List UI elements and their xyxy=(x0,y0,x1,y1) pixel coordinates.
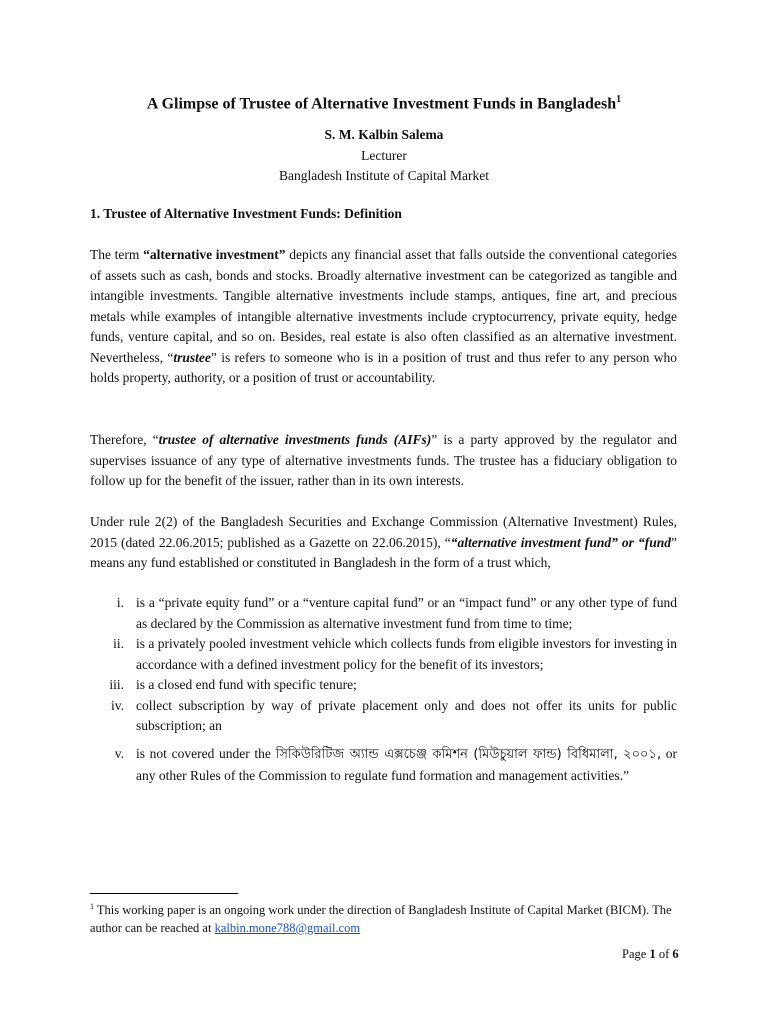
section-heading: 1. Trustee of Alternative Investment Funds: Definition xyxy=(90,206,402,221)
author-email-link[interactable]: kalbin.mone788@gmail.com xyxy=(214,920,361,935)
term-trustee-aif: trustee of alternative investments funds (AIFs) xyxy=(158,432,432,447)
bangla-rule-name: সিকিউরিটিজ অ্যান্ড এক্সচেঞ্জ কমিশন (মিউচুয়াল ফান্ড) বিধিমালা, ২০০১, xyxy=(275,746,662,762)
list-item: v. is not covered under the সিকিউরিটিজ অ্যান্ড এক্সচেঞ্জ কমিশন (মিউচুয়াল ফান্ড) বিধিমালা, ২০০১, or any other Rules of the Commission to regulate fund formation and management activities.” xyxy=(114,745,677,783)
author-institution: Bangladesh Institute of Capital Market xyxy=(279,168,489,183)
author-role: Lecturer xyxy=(361,148,407,163)
term-trustee: trustee xyxy=(173,349,211,365)
footnote-divider xyxy=(90,893,238,894)
footnote-mark: 1 xyxy=(90,902,94,911)
list-item: ii. is a privately pooled investment vehicle which collects funds from eligible investors for investing in accordance with a defined investment policy for the benefit of its investors; xyxy=(113,636,677,672)
definition-list xyxy=(90,593,677,786)
paragraph-trustee-aif: Therefore, “trustee of alternative investments funds (AIFs)” is a party approved by the regulator and supervises issuance of any type of alternative investments funds. The trustee has a fiduciary obligation to follow up for the benefit of the issuer, rather than in its own interests. xyxy=(90,432,678,488)
list-item: i. is a “private equity fund” or a “venture capital fund” or an “impact fund” or any other type of fund as declared by the Commission as alternative investment fund from time to time; xyxy=(116,595,677,631)
author-name: S. M. Kalbin Salema xyxy=(324,127,444,142)
paragraph-rule: Under rule 2(2) of the Bangladesh Securities and Exchange Commission (Alternative Investment) Rules, 2015 (dated 22.06.2015; published as a Gazette on 22.06.2015), ““alternative investment fund” or “fund” means any fund established or constituted in Bangladesh in the form of a trust which, xyxy=(90,514,677,570)
footnote: $^1$ This working paper is an ongoing work under the direction of Bangladesh Institute of Capital Market (BICM). The author can be reached at kalbin.mone788@gmail.com xyxy=(90,902,672,935)
page-title: A Glimpse of Trustee of Alternative Investment Funds in Bangladesh$^1$ xyxy=(146,94,622,113)
list-item: iv. collect subscription by way of private placement only and does not offer its units for public subscription; an xyxy=(111,697,677,733)
term-alternative-investment: “alternative investment” xyxy=(143,247,286,262)
title-footnote-ref: 1 xyxy=(616,94,622,105)
page-number: Page 1 of 6 xyxy=(622,947,679,961)
term-aif: “alternative investment fund” or “fund xyxy=(450,534,671,550)
list-item: iii. is a closed end fund with specific tenure; xyxy=(109,677,357,692)
paragraph-definition: The term “alternative investment” depicts any financial asset that falls outside the conventional categories of assets such as cash, bonds and stocks. Broadly alternative investment can be categorized as tangible and intangible investments. Tangible alternative investments include stamps, antiques, fine art, and precious metals while examples of intangible alternative investments include cryptocurrency, private equity, hedge funds, venture capital, and so on. Besides, real estate is also often classified as an alternative investment. Nevertheless, “trustee” is refers to someone who is in a position of trust and thus refer to any person who holds property, authority, or a position of trust or accountability. xyxy=(90,247,677,385)
